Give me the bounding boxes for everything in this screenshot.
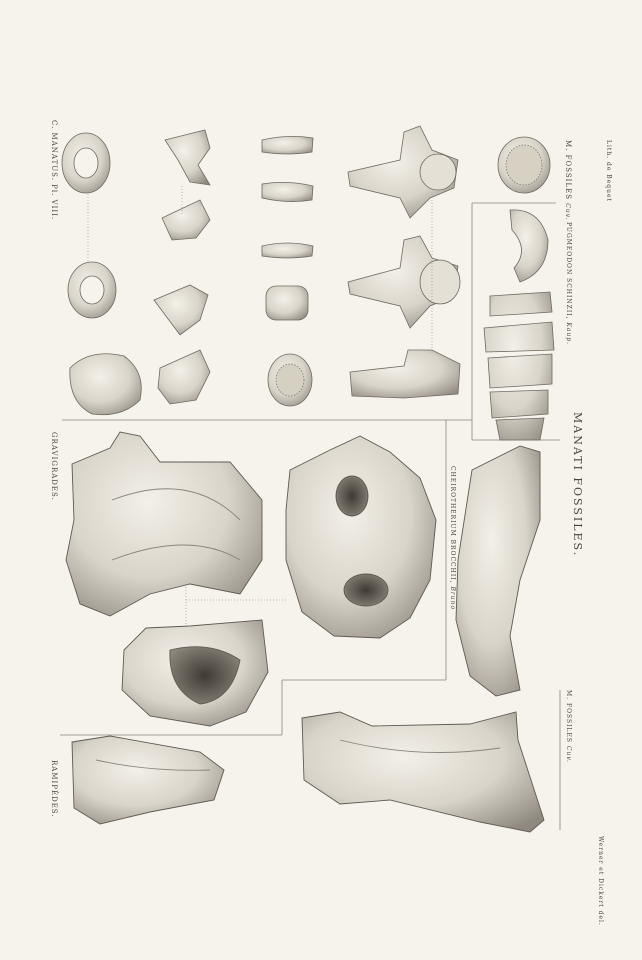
- ramipedes-skull: [72, 736, 224, 824]
- axis-vertebra-top: [165, 130, 210, 185]
- axis-side-view: [158, 350, 210, 404]
- ramipedes-label: RAMIPÈDES.: [50, 760, 58, 818]
- group-fossiles-name: M. FOSSILES: [564, 140, 572, 200]
- artist-credit: Werner et Dickert del.: [597, 836, 604, 926]
- plate-main-title: MANATI FOSSILES.: [571, 412, 584, 558]
- cheirotherium-author: Bruno: [449, 586, 456, 611]
- row-4-vertebrae: [70, 350, 460, 415]
- pugmeodon-name: PUGMEODON SCHINZII,: [565, 222, 572, 320]
- fossil-long-bone: [302, 712, 544, 832]
- vertebra-lateral-view: [350, 350, 460, 398]
- centrum-small: [262, 243, 313, 258]
- vertebral-column-stack: [484, 292, 554, 440]
- fossil-mandible: [456, 446, 540, 696]
- axis-vertebra-low: [154, 285, 208, 335]
- group-fossiles-author: Cuv.: [564, 203, 571, 221]
- gravigrades-skull-top: [66, 432, 262, 616]
- fossiles-lower-label: [565, 690, 572, 763]
- axis-vertebra-mid: [162, 200, 210, 240]
- cheirotherium-skull: [286, 436, 436, 638]
- atlas-side-view: [70, 354, 141, 415]
- row-1-vertebrae: [62, 126, 550, 218]
- pugmeodon-author: Kaup.: [565, 322, 572, 346]
- lithographer-credit: Lith. de Bequet: [605, 140, 612, 202]
- atlas-fragment-right: [510, 210, 548, 282]
- fossiles-lower-author: Cuv.: [565, 745, 572, 763]
- gravigrades-skull-lower: [122, 620, 268, 726]
- group-fossiles-label: [564, 140, 572, 220]
- plate-series-label: C. MANATUS. Pl. VIII.: [50, 120, 58, 221]
- centrum-mid: [262, 182, 313, 201]
- pugmeodon-label: [565, 222, 572, 345]
- gravigrades-label: GRAVIGRADES.: [50, 432, 58, 501]
- centrum-block: [266, 286, 308, 320]
- centrum-top: [262, 136, 313, 154]
- fossiles-lower-name: M. FOSSILES: [565, 690, 572, 743]
- cheirotherium-name: CHEIROTHERIUM BROCCHII,: [449, 466, 456, 584]
- row-3-vertebrae: [68, 262, 554, 440]
- cheirotherium-label: [449, 466, 456, 610]
